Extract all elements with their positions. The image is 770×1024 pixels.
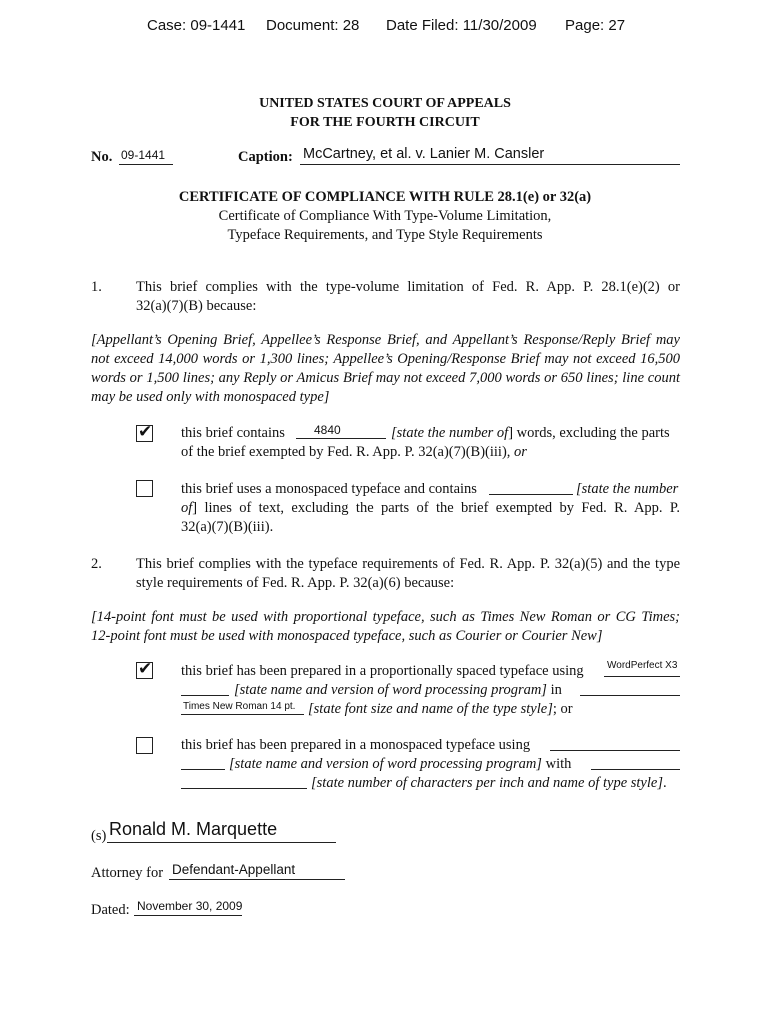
line-count-field[interactable] [489, 479, 573, 495]
line-count-of: of [181, 500, 193, 516]
monospaced-program-underline [550, 750, 680, 751]
attorney-for-underline [169, 879, 345, 880]
line-count-line-1 [181, 480, 477, 499]
dated-label: Dated: [91, 902, 130, 918]
section-1-note [91, 331, 680, 407]
word-count-suffix [391, 424, 670, 443]
proportional-typeface-checkbox[interactable] [136, 659, 153, 679]
word-count-underline [296, 438, 386, 439]
section-1-line-1: This brief complies with the type-volume limitation of Fed. R. App. P. 28.1(e)(2) or [136, 279, 680, 295]
dated-field[interactable]: November 30, 2009 [137, 899, 243, 913]
monospaced-line-2 [229, 755, 571, 774]
proportional-line-1: this brief has been prepared in a proportionally spaced typeface using [181, 663, 584, 679]
font-hint: [state font size and name of the type style] [308, 701, 553, 717]
section-1-note-line: words or 1,500 lines; any Reply or Amicus Brief may not exceed 7,000 words or 650 lines; line count [91, 370, 680, 386]
monospaced-program-underline-2 [181, 769, 225, 770]
monospaced-with: with [545, 756, 572, 772]
section-1-note-line: may be used only with monospaced type] [91, 389, 330, 405]
section-1-note-line: [Appellant’s Opening Brief, Appellee’s Response Brief, and Appellant’s Response/Reply Brief may [91, 332, 680, 348]
monospaced-line-1: this brief has been prepared in a monospaced typeface using [181, 737, 531, 753]
word-count-prefix: this brief contains [181, 425, 285, 441]
monospaced-line-3 [311, 774, 667, 793]
section-1-number: 1. [91, 279, 102, 295]
check-mark-icon: ✔ [138, 659, 153, 679]
line-count-line-2 [181, 499, 680, 518]
word-count-field[interactable]: 4840 [314, 423, 341, 437]
signature-name-field[interactable]: Ronald M. Marquette [109, 819, 278, 839]
program-in: in [550, 682, 562, 698]
court-name: UNITED STATES COURT OF APPEALS [259, 96, 511, 111]
court-title [0, 94, 770, 132]
section-2-note-line: [14-point font must be used with proportional typeface, such as Times New Roman or CG Times; [91, 609, 680, 625]
characters-underline [181, 788, 307, 789]
line-count-suffix-italic: [state the number [576, 481, 679, 497]
section-2-note-line: 12-point font must be used with monospaced typeface, such as Courier or Courier New] [91, 628, 603, 644]
caption-underline [300, 164, 680, 165]
court-circuit: FOR THE FOURTH CIRCUIT [290, 115, 480, 130]
monospaced-with-underline [591, 769, 680, 770]
section-1-line-2: 32(a)(7)(B) because: [136, 298, 257, 314]
section-2-note [91, 608, 680, 646]
line-count-checkbox[interactable] [136, 480, 153, 497]
no-field[interactable]: 09-1441 [121, 148, 166, 162]
word-count-or: or [514, 444, 527, 460]
word-count-suffix-rest: ] words, excluding the parts [508, 425, 670, 441]
certificate-heading [0, 188, 770, 245]
word-count-line-2 [181, 443, 527, 462]
signature-s-label: (s) [91, 828, 107, 844]
no-label: No. [91, 149, 113, 165]
section-2-number: 2. [91, 556, 102, 572]
page-number-header: Page: 27 [565, 17, 626, 34]
caption-label: Caption: [238, 149, 293, 165]
word-processor-field[interactable]: WordPerfect X3 [607, 660, 678, 671]
word-count-suffix-italic: [state the number of [391, 425, 509, 441]
section-2-line-1: This brief complies with the typeface requirements of Fed. R. App. P. 32(a)(5) and the type [136, 556, 680, 572]
program-hint: [state name and version of word processing program] [234, 682, 547, 698]
document-number-header: Document: 28 [266, 17, 360, 34]
line-count-line-2-rest: ] lines of text, excluding the parts of the brief exempted by Fed. R. App. P. [192, 500, 680, 516]
certificate-title: CERTIFICATE OF COMPLIANCE WITH RULE 28.1(e) or 32(a) [178, 189, 592, 205]
date-filed-header: Date Filed: 11/30/2009 [386, 17, 537, 34]
monospaced-end: . [662, 775, 667, 791]
check-mark-icon: ✔ [138, 422, 153, 442]
word-processor-underline-2 [181, 695, 229, 696]
proportional-line-2 [234, 681, 562, 700]
line-count-line-3: 32(a)(7)(B)(iii). [181, 519, 274, 535]
word-count-line-2-text: of the brief exempted by Fed. R. App. P. 32(a)(7)(B)(iii), [181, 444, 511, 460]
attorney-for-field[interactable]: Defendant-Appellant [172, 862, 296, 877]
proportional-line-3 [308, 700, 573, 719]
attorney-for-label: Attorney for [91, 865, 164, 881]
line-count-prefix: this brief uses a monospaced typeface and contains [181, 481, 477, 497]
caption-field[interactable]: McCartney, et al. v. Lanier M. Cansler [303, 146, 545, 162]
certificate-subtitle-2: Typeface Requirements, and Type Style Requirements [227, 227, 543, 243]
characters-hint: [state number of characters per inch and name of type style] [311, 775, 663, 791]
case-number-header: Case: 09-1441 [147, 17, 246, 34]
section-1-note-line: not exceed 14,000 words or 1,300 lines; Appellee’s Opening/Response Brief may not exceed 16,500 [91, 351, 680, 367]
font-or: ; or [552, 701, 573, 717]
dated-underline [134, 915, 242, 916]
word-count-checkbox[interactable] [136, 422, 153, 442]
section-2-line-2: style requirements of Fed. R. App. P. 32(a)(6) because: [136, 575, 455, 591]
no-underline [119, 164, 173, 165]
font-size-field[interactable]: Times New Roman 14 pt. [183, 701, 296, 712]
certificate-subtitle-1: Certificate of Compliance With Type-Volume Limitation, [218, 208, 552, 224]
monospaced-program-hint: [state name and version of word processing program] [229, 756, 542, 772]
signature-underline [107, 842, 336, 843]
monospaced-typeface-checkbox[interactable] [136, 737, 153, 754]
font-size-underline [181, 714, 304, 715]
word-processor-underline [604, 676, 680, 677]
font-size-underline-top [580, 695, 680, 696]
